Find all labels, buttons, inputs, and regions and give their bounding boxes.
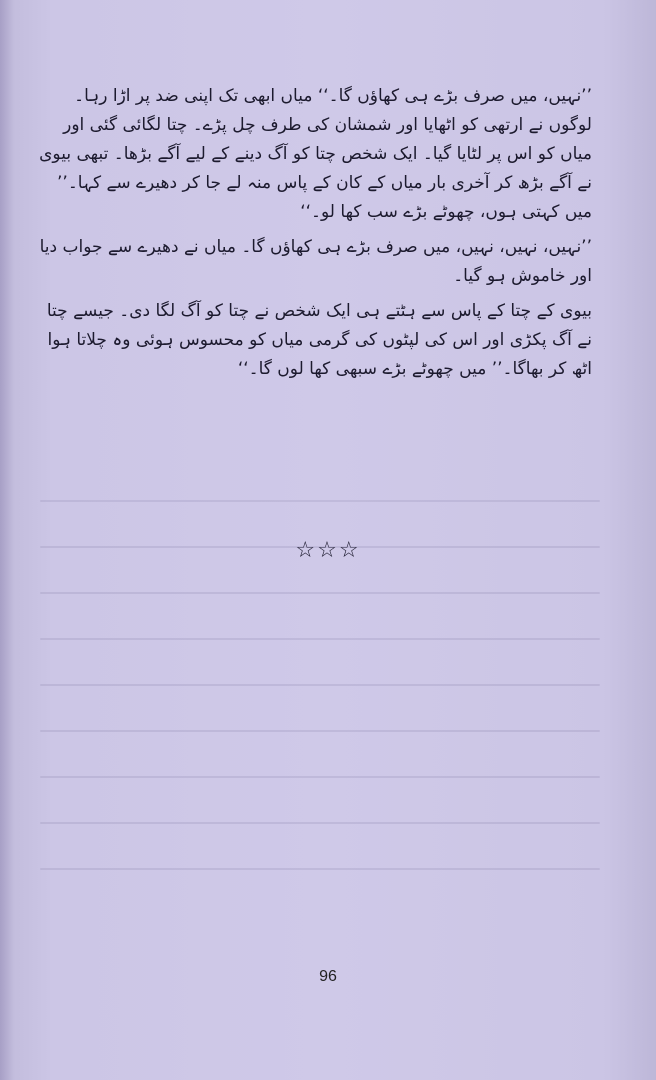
story-text bbox=[32, 82, 592, 390]
paragraph-2: ’’نہیں، نہیں، نہیں، میں صرف بڑے ہی کھاؤں گا۔ میاں نے دھیرے سے جواب دیا اور خاموش ہو گیا۔ bbox=[39, 237, 592, 286]
page-number: 96 bbox=[319, 968, 337, 985]
paragraph-3: بیوی کے چتا کے پاس سے ہٹتے ہی ایک شخص نے چتا کو آگ لگا دی۔ جیسے چتا نے آگ پکڑی اور اس کی لپٹوں کی گرمی میاں کو محسوس ہوئی وہ چلاتا ہوا اٹھ کر بھاگا۔’’ میں چھوٹے بڑے سبھی کھا لوں گا۔‘‘ bbox=[46, 301, 592, 379]
section-separator-stars: ☆☆☆ bbox=[295, 538, 361, 563]
bleed-through-shadow bbox=[40, 500, 600, 940]
paragraph-1: ’’نہیں، میں صرف بڑے ہی کھاؤں گا۔‘‘ میاں ابھی تک اپنی ضد پر اڑا رہا۔ لوگوں نے ارتھی کو اٹھایا اور شمشان کی طرف چل پڑے۔ چتا لگائی گئی اور میاں کو اس پر لٹایا گیا۔ ایک شخص چتا کو آگ دینے کے لیے آگے بڑھا۔ تبھی بیوی نے آگے بڑھ کر آخری بار میاں کے کان کے پاس منہ لے جا کر دھیرے سے کہا۔’’ میں کہتی ہوں، چھوٹے بڑے سب کھا لو۔‘‘ bbox=[39, 86, 592, 222]
